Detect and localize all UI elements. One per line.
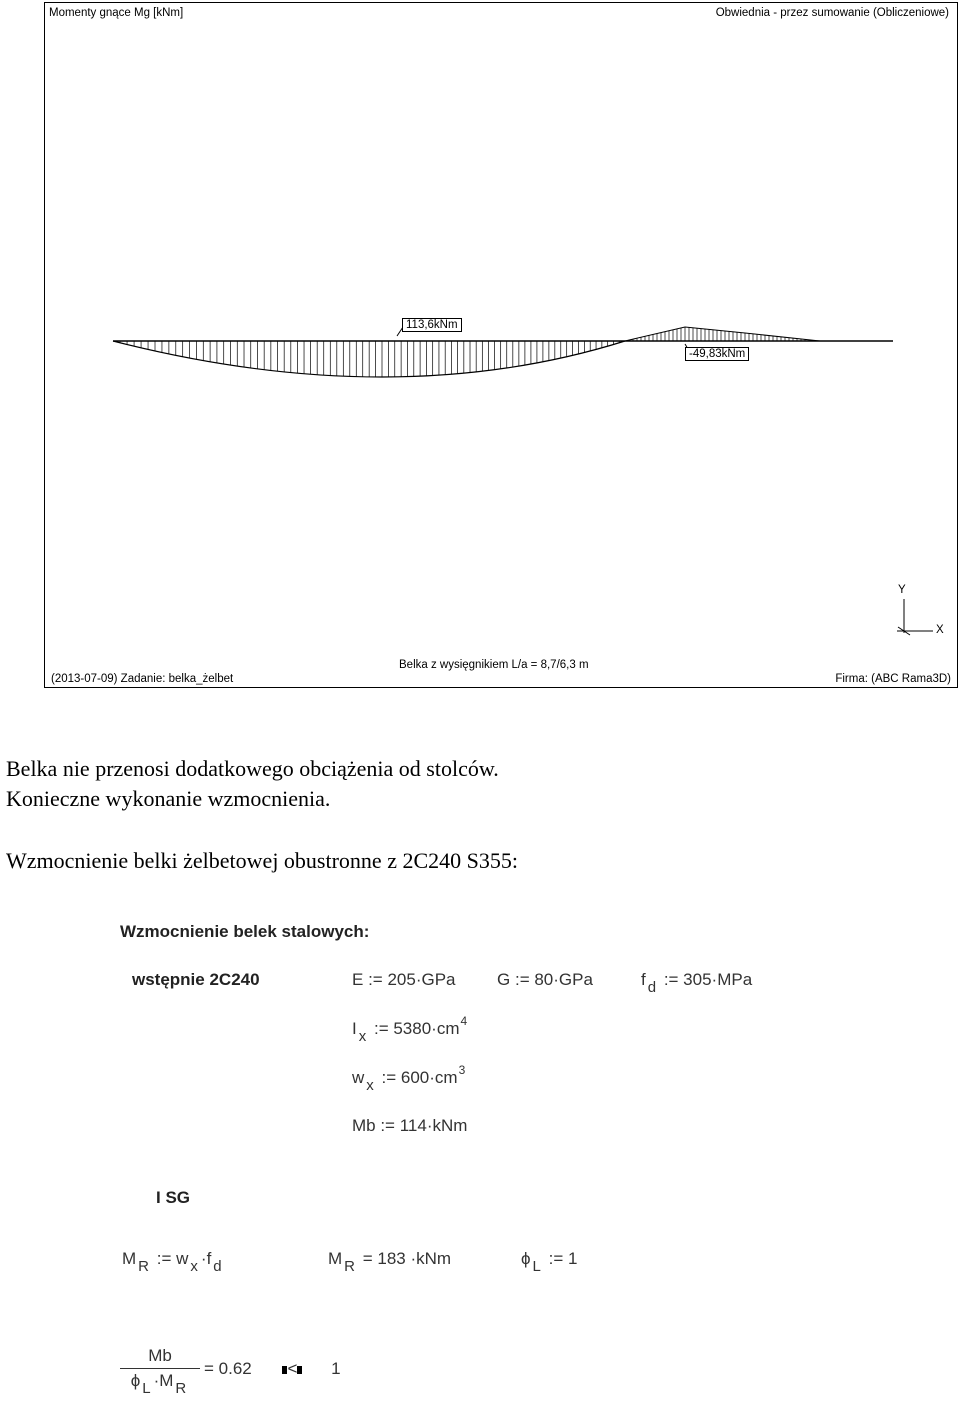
comparison-sign: < [287,1359,298,1378]
positive-moment-region [113,341,625,377]
axis-y-label: Y [898,584,906,596]
fraction-denominator: ϕ L ·M R [130,1371,187,1397]
beam-caption: Belka z wysięgnikiem L/a = 8,7/6,3 m [399,659,589,671]
Mb-definition: Mb := 114·kNm [352,1116,468,1135]
text-line-2: Konieczne wykonanie wzmocnienia. [6,786,331,811]
text-line-3: Wzmocnienie belki żelbetowej obustronne z 2C240 S355: [6,848,518,873]
section-label: I SG [156,1188,191,1207]
phiL-definition: ϕ L := 1 [521,1249,578,1275]
text-line-1: Belka nie przenosi dodatkowego obciążenia od stolców. [6,756,499,781]
utilization-fraction [120,1346,200,1397]
limit-value: 1 [331,1359,341,1378]
fraction-bar [120,1368,200,1369]
check-marker-right [297,1366,302,1374]
footer-task: (2013-07-09) Zadanie: belka_żelbet [51,673,234,685]
fd-definition: f d := 305·MPa [641,970,753,996]
G-definition: G := 80·GPa [497,970,593,989]
Ix-definition: I x := $5380\cdot cm^4$ [352,1014,468,1045]
MR-value: M R = 183 ·kNm [328,1249,452,1275]
moment-diagram [44,2,958,688]
MR-definition: M R := w x ·f d [122,1249,222,1275]
max-moment-label: 113,6kNm [402,318,462,332]
E-definition: E := 205·GPa [352,970,456,989]
fraction-numerator: Mb [148,1346,172,1365]
min-moment-label: -49,83kNm [685,347,749,361]
wx-definition: w x := $600\cdot cm^3$ [352,1063,466,1094]
diagram-title: Momenty gnące Mg [kNm] [49,7,184,19]
moment-plot [45,3,957,687]
axis-x-label: X [936,624,944,636]
footer-company: Firma: (ABC Rama3D) [835,673,951,685]
profile-label: wstępnie 2C240 [132,970,260,989]
diagram-mode: Obwiednia - przez sumowanie (Obliczeniowe) [715,7,949,19]
utilization-result: = 0.62 < 1 [204,1359,341,1378]
negative-moment-outline [625,327,820,341]
calc-heading: Wzmocnienie belek stalowych: [120,922,370,941]
